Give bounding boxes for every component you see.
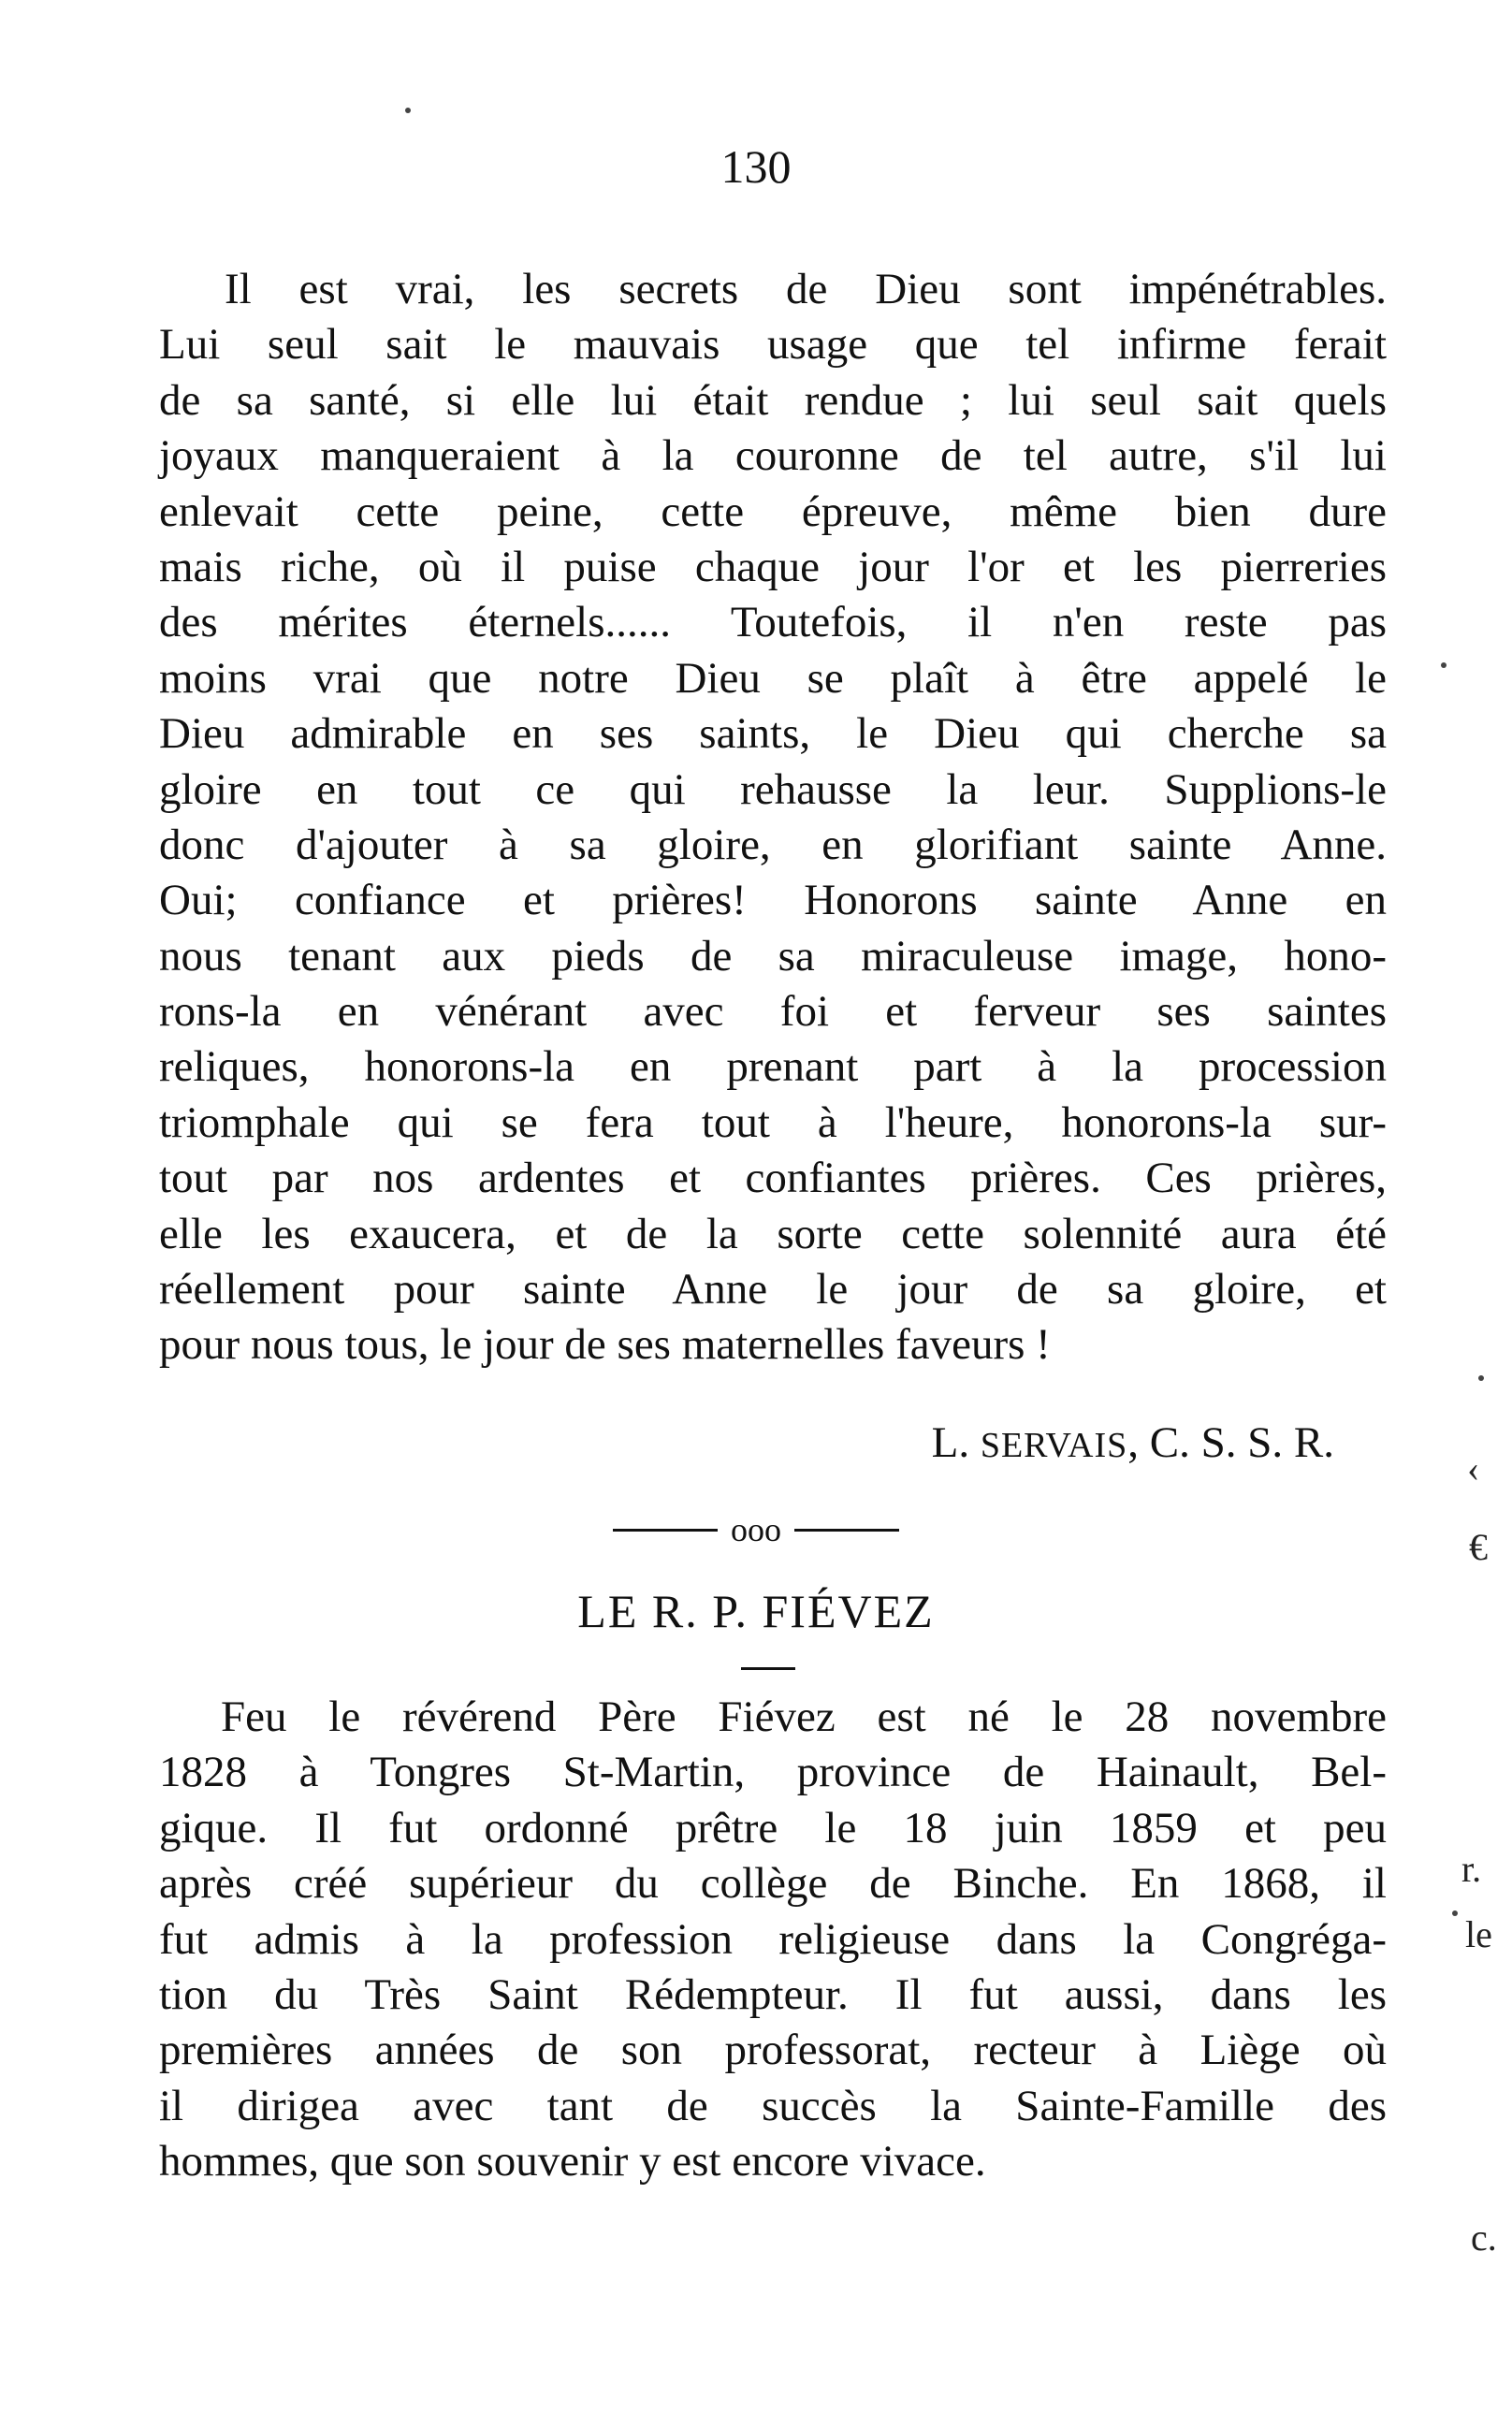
signature-initial: L. <box>931 1418 970 1467</box>
text-line: triomphale qui se fera tout à l'heure, honorons-la sur- <box>159 1097 1387 1147</box>
text-line: hommes, que son souvenir y est encore vivace. <box>159 2137 986 2186</box>
text-line: reliques, honorons-la en prenant part à la procession <box>159 1042 1387 1092</box>
sermon-paragraph <box>159 262 1387 1373</box>
print-speck <box>405 108 411 113</box>
text-line: nous tenant aux pieds de sa miraculeuse image, hono- <box>159 931 1387 981</box>
page-number: 130 <box>720 140 792 193</box>
separator-rule-right <box>794 1529 899 1532</box>
text-line: elle les exaucera, et de la sorte cette solennité aura été <box>159 1209 1387 1258</box>
text-line: tout par nos ardentes et confiantes prières. Ces prières, <box>159 1154 1387 1203</box>
title-underline <box>741 1667 795 1670</box>
section-separator <box>0 1506 1512 1553</box>
text-line: gloire en tout ce qui rehausse la leur. Supplions-le <box>159 764 1387 814</box>
text-line: réellement pour sainte Anne le jour de sa gloire, et <box>159 1265 1387 1315</box>
text-line: rons-la en vénérant avec foi et ferveur ses saintes <box>159 987 1387 1037</box>
text-line: il dirigea avec tant de succès la Sainte-Famille des <box>159 2081 1387 2130</box>
print-speck <box>1441 662 1447 668</box>
text-line: Feu le révérend Père Fiévez est né le 28 novembre <box>221 1692 1387 1741</box>
margin-mark: ‹ <box>1467 1447 1480 1489</box>
text-line: après créé supérieur du collège de Binche. En 1868, il <box>159 1859 1387 1909</box>
text-line: Oui; confiance et prières! Honorons sainte Anne en <box>159 876 1387 925</box>
text-line: fut admis à la profession religieuse dans la Congréga- <box>159 1914 1387 1964</box>
text-line: pour nous tous, le jour de ses maternelles faveurs ! <box>159 1320 1051 1370</box>
text-line: Dieu admirable en ses saints, le Dieu qui cherche sa <box>159 709 1387 759</box>
signature-suffix: , C. S. S. R. <box>1127 1418 1334 1467</box>
text-line: Lui seul sait le mauvais usage que tel infirme ferait <box>159 320 1387 370</box>
separator-ornament: ooo <box>731 1511 781 1548</box>
text-line: moins vrai que notre Dieu se plaît à être appelé le <box>159 653 1387 703</box>
text-line: enlevait cette peine, cette épreuve, même bien dure <box>159 487 1387 536</box>
text-line: joyaux manqueraient à la couronne de tel autre, s'il lui <box>159 431 1387 481</box>
signature-name: SERVAIS <box>980 1426 1128 1465</box>
print-speck <box>1478 1375 1484 1381</box>
margin-mark: r. <box>1461 1848 1482 1890</box>
margin-mark: le <box>1465 1913 1492 1955</box>
text-line: mais riche, où il puise chaque jour l'or et les pierreries <box>159 542 1387 591</box>
biography-paragraph <box>159 1690 1387 2190</box>
author-signature <box>932 1415 1334 1474</box>
margin-mark: c. <box>1471 2216 1497 2259</box>
text-line: premières années de son professorat, recteur à Liège où <box>159 2026 1387 2075</box>
text-line: gique. Il fut ordonné prêtre le 18 juin 1859 et peu <box>159 1803 1387 1852</box>
section-title: LE R. P. FIÉVEZ <box>577 1585 935 1637</box>
text-line: donc d'ajouter à sa gloire, en glorifiant sainte Anne. <box>159 820 1387 869</box>
text-line: de sa santé, si elle lui était rendue ; lui seul sait quels <box>159 375 1387 425</box>
margin-mark: € <box>1469 1526 1488 1568</box>
print-speck <box>1452 1910 1458 1916</box>
text-line: tion du Très Saint Rédempteur. Il fut aussi, dans les <box>159 1969 1387 2019</box>
text-line: des mérites éternels...... Toutefois, il n'en reste pas <box>159 598 1387 647</box>
text-line: Il est vrai, les secrets de Dieu sont impénétrables. <box>225 265 1387 313</box>
text-line: 1828 à Tongres St-Martin, province de Hainault, Bel- <box>159 1748 1387 1797</box>
separator-rule-left <box>613 1529 718 1532</box>
